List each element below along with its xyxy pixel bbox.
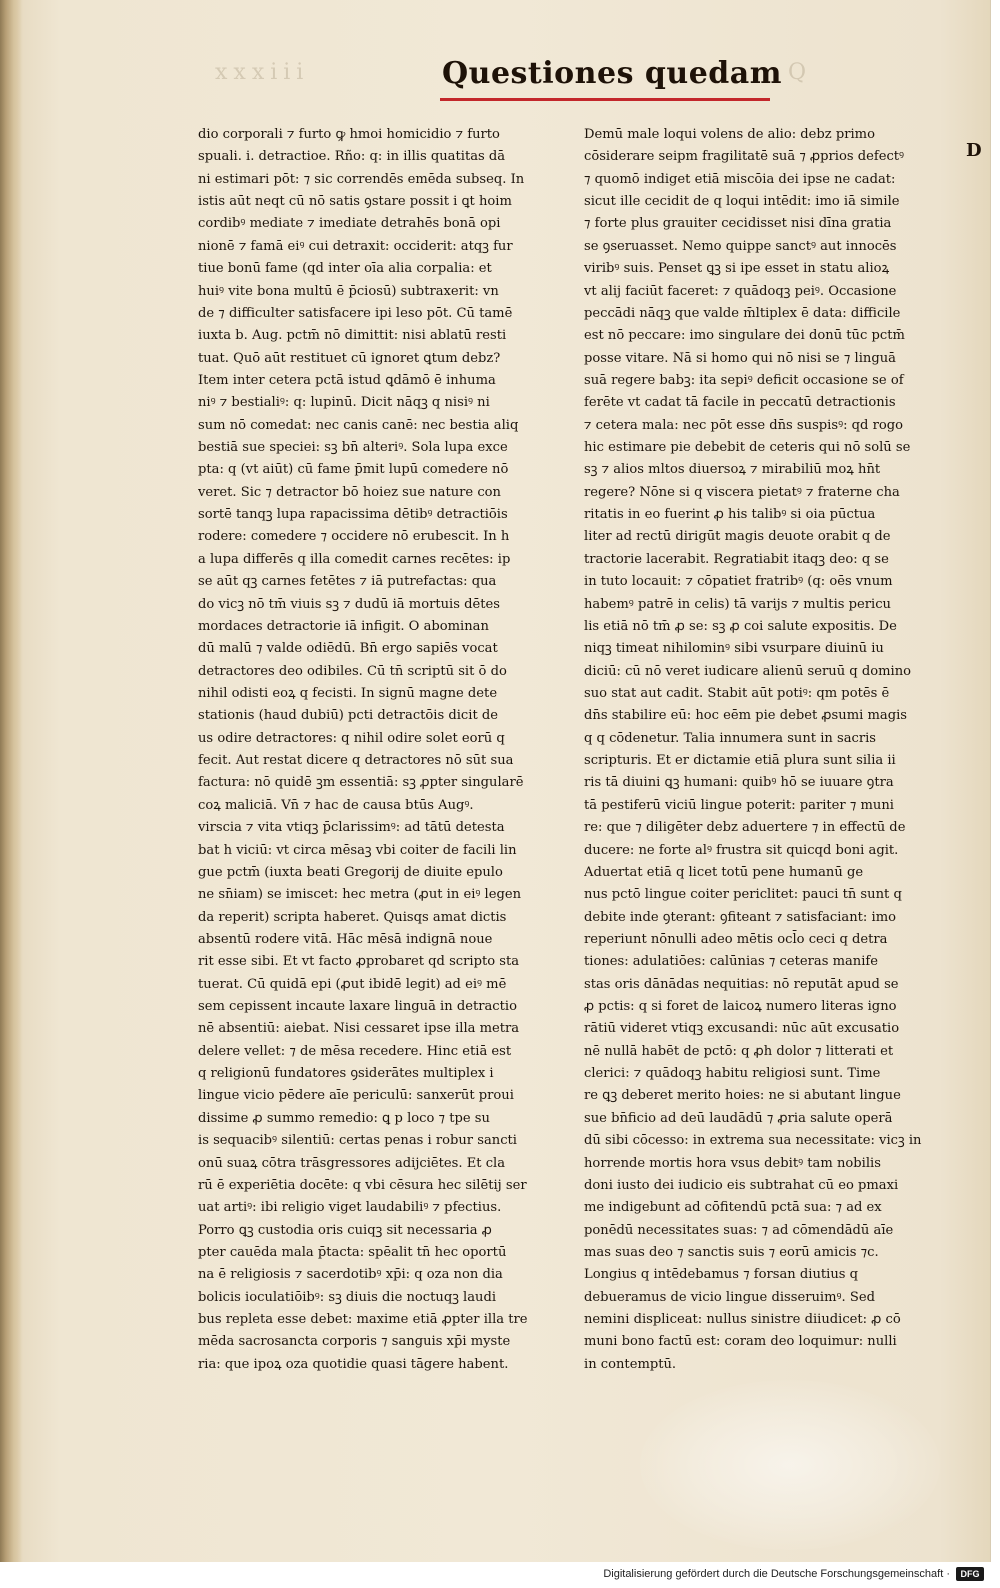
title-underline [440, 98, 770, 101]
text-line: bus repleta esse debet: maxime etiā ꝓpter illa tre [198, 1312, 528, 1328]
text-line: habemꝰ patrē in celis) tā varijs ⁊ multis pericu [584, 596, 891, 612]
text-line: Aduertat etiā q licet totū pene humanū ge [584, 864, 864, 880]
text-line: tiones: adulatiōes: calūnias ⁊ ceteras manife [584, 954, 879, 970]
text-line: debueramus de vicio lingue disseruimꝰ. Sed [584, 1289, 875, 1305]
text-line: Item inter cetera pctā istud ꝗdāmō ē inhuma [198, 372, 496, 388]
text-line: re ꝗꝫ deberet merito hoies: ne si abutant lingue [584, 1088, 901, 1104]
text-line: coꝝ maliciā. Vn̄ ⁊ hac de causa btūs Augꝰ. [198, 797, 474, 813]
text-line: nionē ⁊ famā eiꝰ cui detraxit: occiderit: atqꝫ fur [198, 238, 513, 254]
text-line: dū malū ⁊ valde odiēdū. Bn̄ ergo sapiēs vocat [198, 641, 498, 657]
text-line: in contemptū. [584, 1356, 677, 1372]
text-line: vt alij faciūt faceret: ⁊ quādoqꝫ peiꝰ. Occasione [584, 283, 897, 299]
text-line: suā regere babꝫ: ita sepiꝰ deficit occasione se of [584, 372, 904, 388]
text-line: do vicꝫ nō tm̄ viuis sꝫ ⁊ dudū iā mortuis dētes [198, 596, 500, 612]
text-line: virscia ⁊ vita vtiqꝫ p̄clarissimꝰ: ad tātū detesta [198, 820, 505, 836]
text-line: in tuto locauit: ⁊ cōpatiet fratribꝰ (q: oēs vnum [584, 574, 893, 590]
text-line: na ē religiosis ⁊ sacerdotibꝰ xp̄i: q oza non dia [198, 1267, 503, 1283]
text-line: reperiunt nōnulli adeo mētis ocl̄o ceci q detra [584, 931, 888, 947]
text-line: delere vellet: ⁊ de mēsa recedere. Hinc etiā est [198, 1043, 512, 1059]
text-line: us odire detractores: q nihil odire solet eorū q [198, 730, 505, 746]
text-line: dissime ꝓ summo remedio: ꝗ p loco ⁊ tpe su [198, 1110, 490, 1126]
paper-stain [640, 1380, 940, 1550]
text-line: lis etiā nō tm̄ ꝓ se: sꝫ ꝓ coi salute expositis. De [584, 618, 897, 634]
text-line: nemini displiceat: nullus sinistre diiudicet: ꝓ cō [584, 1312, 901, 1328]
text-line: ris tā diuini ꝗꝫ humani: quibꝰ hō se iuuare ꝯtra [584, 775, 894, 791]
text-line: tractorie lacerabit. Regratiabit itaqꝫ deo: q se [584, 551, 889, 567]
text-line: q q cōdenetur. Talia innumera sunt in sacris [584, 730, 877, 746]
text-line: mas suas deo ⁊ sanctis suis ⁊ eorū amicis ⁊c. [584, 1244, 879, 1260]
running-title: Questiones quedam [442, 56, 782, 91]
text-line: nē nullā habēt de pctō: q ꝓh dolor ⁊ litterati et [584, 1043, 894, 1059]
text-line: ꝓ pctis: q si foret de laicoꝝ numero literas igno [584, 999, 897, 1015]
text-line: nihil odisti eoꝝ q fecisti. In signū magne dete [198, 685, 498, 701]
text-line: ⁊ cetera mala: nec pōt esse dn̄s suspisꝰ: qd rogo [584, 417, 903, 433]
text-line: ritatis in eo fuerint ꝓ his talibꝰ si oia pūctua [584, 507, 876, 523]
text-line: Porro ꝗꝫ custodia oris cuiqꝫ sit necessaria ꝓ [198, 1222, 492, 1238]
text-line: niqꝫ timeat nihilominꝰ sibi vsurpare diuinū iu [584, 641, 884, 657]
text-line: hic estimare pie debebit de ceteris qui nō solū se [584, 440, 911, 456]
show-through-right: Q [788, 60, 813, 85]
text-line: ferēte vt cadat tā facile in peccatū detractionis [584, 395, 896, 411]
text-line: scripturis. Et er dictamie etiā plura sunt silia ii [584, 753, 896, 769]
text-line: sꝫ ⁊ alios mltos diuersoꝝ ⁊ mirabiliū moꝝ hn̄t [584, 462, 881, 478]
text-line: Demū male loqui volens de alio: debz primo [584, 127, 875, 142]
text-line: dio corporali ⁊ furto ꝙ hmoi homicidio ⁊ furto [198, 127, 500, 142]
text-line: nus pctō lingue coiter periclitet: pauci tn̄ sunt q [584, 887, 902, 903]
text-line: horrende mortis hora vsus debitꝰ tam nobilis [584, 1155, 881, 1171]
text-line: rodere: comedere ⁊ occidere nō erubescit. In h [198, 529, 510, 545]
text-line: cōsiderare seipm fragilitatē suā ⁊ ꝓprios defectꝰ [584, 149, 905, 165]
text-line: sum nō comedat: nec canis canē: nec bestia aliq [198, 417, 519, 433]
text-line: uat artiꝰ: ibi religio viget laudabiliꝰ ⁊ pfectius. [198, 1200, 502, 1216]
text-line: istis aūt neqt cū nō satis ꝯstare possit i ꝗt hoim [198, 194, 512, 210]
text-line: q religionū fundatores ꝯsiderātes multiplex i [198, 1066, 494, 1082]
text-line: liter ad rectū dirigūt magis deuote orabit q de [584, 529, 891, 545]
text-line: is sequacibꝰ silentiū: certas penas i robur sancti [198, 1133, 517, 1149]
text-line: est nō peccare: imo singulare dei donū tūc pctm̄ [584, 328, 905, 344]
text-line: bolicis ioculatiōibꝰ: sꝫ diuis die noctuqꝫ laudi [198, 1289, 497, 1305]
text-line: a lupa differēs q illa comedit carnes recētes: ip [198, 551, 511, 567]
text-line: nē absentiū: aiebat. Nisi cessaret ipse illa metra [198, 1021, 520, 1037]
text-line: spuali. i. detractioe. Rño: q: in illis quatitas dā [198, 149, 506, 165]
text-line: rit esse sibi. Et vt facto ꝓprobaret qd scripto sta [198, 954, 520, 970]
text-line: bestiā sue speciei: sꝫ bn̄ alteriꝰ. Sola lupa exce [198, 440, 508, 456]
text-line: lingue vicio pēdere aīe periculū: sanxerūt proui [198, 1088, 514, 1104]
text-line: viribꝰ suis. Penset ꝗꝫ si ipe esset in statu alioꝝ [584, 261, 890, 277]
text-line: sue bn̄ficio ad deū laudādū ⁊ ꝓria salute operā [584, 1110, 893, 1126]
folio-mark: D [966, 140, 982, 161]
text-line: cordibꝰ mediate ⁊ imediate detrahēs bonā opi [198, 216, 501, 232]
text-line: regere? Nōne si q viscera pietatꝰ ⁊ fraterne cha [584, 484, 900, 500]
text-line: fecit. Aut restat dicere q detractores nō sūt sua [198, 753, 514, 769]
text-line: ne sn̄iam) se imiscet: hec metra (ꝓut in eiꝰ legen [198, 887, 522, 903]
funding-note: Digitalisierung gefördert durch die Deutsche Forschungsgemeinschaft · [603, 1568, 950, 1580]
text-line: debite inde ꝯterant: ꝯfiteant ⁊ satisfaciant: imo [584, 909, 896, 925]
text-line: rū ē experiētia docēte: q vbi cēsura hec silētij ser [198, 1177, 527, 1193]
text-line: muni bono factū est: coram deo loquimur: nulli [584, 1334, 897, 1350]
text-line: tuat. Quō aūt restituet cū ignoret ꝗtum debz? [198, 350, 501, 366]
text-line: tiue bonū fame (qd inter oīa alia corpalia: et [198, 261, 492, 277]
text-line: ducere: ne forte alꝰ frustra sit quicqd boni agit. [584, 842, 899, 858]
text-line: niꝰ ⁊ bestialiꝰ: q: lupinū. Dicit nāqꝫ q nisiꝰ ni [198, 395, 490, 411]
text-line: dū sibi cōcesso: in extrema sua necessitate: vicꝫ in [584, 1133, 922, 1149]
text-line: mordaces detractorie iā infigit. O abominan [198, 618, 489, 634]
dfg-logo-icon: DFG [956, 1567, 984, 1581]
text-line: absentū rodere vitā. Hāc mēsā indignā noue [198, 931, 493, 947]
text-line: suo stat aut cadit. Stabit aūt potiꝰ: qm potēs ē [584, 685, 890, 701]
text-line: peccādi nāqꝫ que valde m̄ltiplex ē data: difficile [584, 305, 901, 321]
text-line: ⁊ forte plus grauiter cecidisset nisi dīna gratia [584, 216, 892, 232]
text-line: clerici: ⁊ quādoqꝫ habitu religiosi sunt. Time [584, 1066, 881, 1082]
text-line: sortē tanqꝫ lupa rapacissima dētibꝰ detractiōis [198, 507, 508, 523]
text-line: ni estimari pōt: ⁊ sic correndēs emēda subseq. In [198, 171, 525, 187]
text-line: iuxta b. Aug. pctm̄ nō dimittit: nisi ablatū resti [198, 328, 507, 344]
text-line: doni iusto dei iudicio eis subtrahat cū eo pmaxi [584, 1177, 899, 1193]
text-line: stas oris dānādas nequitias: nō reputāt apud se [584, 976, 899, 992]
spine-shadow [0, 0, 22, 1562]
text-line: ponēdū necessitates suas: ⁊ ad cōmendādū aīe [584, 1222, 894, 1238]
text-line: veret. Sic ⁊ detractor bō hoiez sue nature con [198, 484, 501, 500]
text-line: se ꝯseruasset. Nemo quippe sanctꝰ aut innocēs [584, 238, 897, 254]
text-line: stationis (haud dubiū) pcti detractōis dicit de [198, 708, 499, 724]
text-line: sem cepissent incaute laxare linguā in detractio [198, 999, 517, 1015]
text-line: pta: q (vt aiūt) cū fame p̄mit lupū comedere nō [198, 462, 509, 478]
text-line: posse vitare. Nā si homo qui nō nisi se ⁊ linguā [584, 350, 896, 366]
text-line: rātiū videret vtiqꝫ excusandi: nūc aūt excusatio [584, 1021, 900, 1037]
text-line: sicut ille cecidit de q loqui intēdit: imo iā simile [584, 194, 900, 210]
text-line: da reperit) scripta haberet. Quisqs amat dictis [198, 909, 507, 925]
text-line: dn̄s stabilire eū: hoc eēm pie debet ꝓsumi magis [584, 708, 907, 724]
text-column-right [584, 124, 956, 1376]
text-column-left [198, 124, 570, 1376]
show-through-left: xxxiii [215, 60, 310, 85]
footer-bar [0, 1562, 1000, 1588]
text-line: ⁊ quomō indiget etiā miscōia dei ipse ne cadat: [584, 171, 896, 187]
text-line: detractores deo odibiles. Cū tn̄ scriptū sit ō do [198, 663, 507, 679]
text-line: mēda sacrosancta corporis ⁊ sanguis xp̄i myste [198, 1334, 511, 1350]
text-line: bat h viciū: vt circa mēsaꝫ vbi coiter de facili lin [198, 842, 517, 858]
text-line: Longius q intēdebamus ⁊ forsan diutius q [584, 1267, 859, 1283]
text-line: re: que ⁊ diligēter debz aduertere ⁊ in effectū de [584, 820, 906, 836]
text-line: tuerat. Cū quidā epi (ꝓut ibidē legit) ad eiꝰ mē [198, 976, 507, 992]
text-line: huiꝰ vite bona multū ē p̄ciosū) subtraxerit: vn [198, 283, 499, 299]
text-line: de ⁊ difficulter satisfacere ipi leso pōt. Cū tamē [198, 305, 513, 321]
text-line: diciū: cū nō veret iudicare alienū seruū q domino [584, 663, 912, 679]
text-line: onū suaꝝ cōtra trāsgressores adijciētes. Et cla [198, 1155, 506, 1171]
text-line: pter cauēda mala p̄tacta: spēalit tn̄ hec oportū [198, 1244, 507, 1260]
text-line: se aūt qꝫ carnes fetētes ⁊ iā putrefactas: qua [198, 574, 497, 590]
text-line: tā pestiferū viciū lingue poterit: pariter ⁊ muni [584, 797, 894, 813]
text-line: gue pctm̄ (iuxta beati Gregorij de diuite epulo [198, 864, 503, 880]
text-line: factura: nō quidē ꝫm essentiā: sꝫ ꝓpter singularē [198, 775, 524, 791]
text-line: me indigebunt ad cōfitendū pctā sua: ⁊ ad ex [584, 1200, 882, 1216]
text-line: ria: que ipoꝝ oza quotidie quasi tāgere habent. [198, 1356, 509, 1372]
